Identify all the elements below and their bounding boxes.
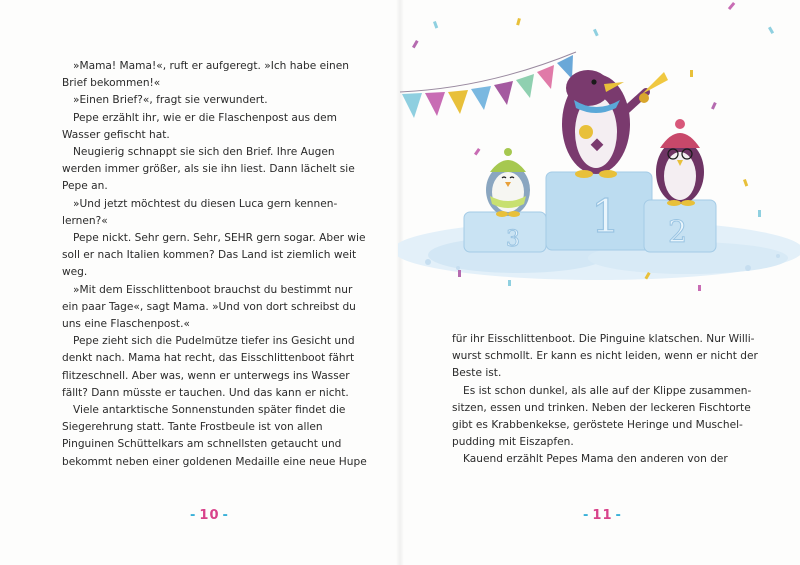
- left-page-number: [187, 508, 232, 523]
- third-penguin: [486, 148, 530, 217]
- left-page-line: flitzeschnell. Aber was, wenn er unterwegs ins Wasser: [62, 369, 350, 382]
- folio-dash-right: -: [222, 508, 229, 523]
- bunting-flags: [400, 52, 576, 118]
- left-page-line: »Mama! Mama!«, ruft er aufgeregt. »Ich habe einen: [73, 60, 349, 72]
- winner-penguin: [562, 70, 668, 178]
- left-page-line: Wasser gefischt hat.: [62, 128, 170, 141]
- left-page-line: Pepe nickt. Sehr gern. Sehr, SEHR gern sogar. Aber wie: [73, 232, 366, 245]
- podium-number-2: 2: [668, 215, 688, 250]
- left-page-line: Siegerehrung statt. Tante Frostbeule ist von allen: [62, 421, 323, 434]
- left-page-line: fällt? Dann müsste er tauchen. Und das kann er nicht.: [62, 386, 349, 399]
- left-page-line: denkt nach. Mama hat recht, das Eisschlittenboot fährt: [62, 352, 355, 365]
- left-page-line: bekommt neben einer goldenen Medaille eine neue Hupe: [62, 455, 367, 468]
- second-penguin: [656, 119, 704, 206]
- right-page-number: [580, 508, 625, 523]
- left-page-line: »Mit dem Eisschlittenboot brauchst du bestimmt nur: [73, 283, 353, 296]
- left-page-line: Pepe an.: [62, 180, 108, 193]
- left-page-line: weg.: [62, 266, 88, 279]
- right-page-line: Kauend erzählt Pepes Mama den anderen von der: [463, 453, 728, 466]
- right-page-line: gibt es Krabbenkekse, geröstete Heringe und Muschel-: [452, 419, 743, 432]
- left-page-line: »Einen Brief?«, fragt sie verwundert.: [73, 94, 268, 107]
- right-page-line: sitzen, essen und trinken. Neben der leckeren Fischtorte: [452, 401, 751, 414]
- folio-dash-left: -: [583, 508, 590, 523]
- left-page-line: Neugierig schnappt sie sich den Brief. Ihre Augen: [73, 146, 335, 159]
- left-page-line: Viele antarktische Sonnenstunden später findet die: [73, 404, 346, 417]
- left-page-line: Pepe erzählt ihr, wie er die Flaschenpost aus dem: [73, 111, 337, 124]
- podium-number-3: 3: [506, 227, 520, 252]
- left-page-line: »Und jetzt möchtest du diesen Luca gern kennen-: [73, 197, 338, 210]
- left-page-line: lernen?«: [62, 214, 108, 227]
- right-page-line: Es ist schon dunkel, als alle auf der Klippe zusammen-: [463, 384, 752, 397]
- podium-number-1: 1: [591, 189, 621, 243]
- right-page-line: pudding mit Eiszapfen.: [452, 436, 574, 449]
- podium-illustration: [398, 0, 800, 300]
- left-page-line: werden immer größer, als sie ihn liest. Dann lächelt sie: [62, 163, 355, 176]
- right-page-line: Beste ist.: [452, 367, 502, 380]
- right-page-line: für ihr Eisschlittenboot. Die Pinguine klatschen. Nur Willi-: [452, 333, 755, 345]
- left-page-line: uns eine Flaschenpost.«: [62, 318, 190, 331]
- left-page-line: ein paar Tage«, sagt Mama. »Und von dort schreibst du: [62, 300, 356, 313]
- left-page-line: soll er nach Italien kommen? Das Land ist ziemlich weit: [62, 249, 357, 262]
- right-page-line: wurst schmollt. Er kann es nicht leiden, wenn er nicht der: [452, 350, 758, 363]
- right-page-text: [452, 331, 758, 469]
- page-number-10: 10: [199, 508, 220, 523]
- folio-dash-right: -: [615, 508, 622, 523]
- left-page-line: Pinguinen Schüttelkars am schnellsten getaucht und: [62, 438, 342, 451]
- left-page-text: [62, 58, 367, 471]
- left-page-line: Brief bekommen!«: [62, 77, 161, 90]
- page-number-11: 11: [592, 508, 613, 523]
- folio-dash-left: -: [190, 508, 197, 523]
- left-page-line: Pepe zieht sich die Pudelmütze tiefer ins Gesicht und: [73, 335, 355, 348]
